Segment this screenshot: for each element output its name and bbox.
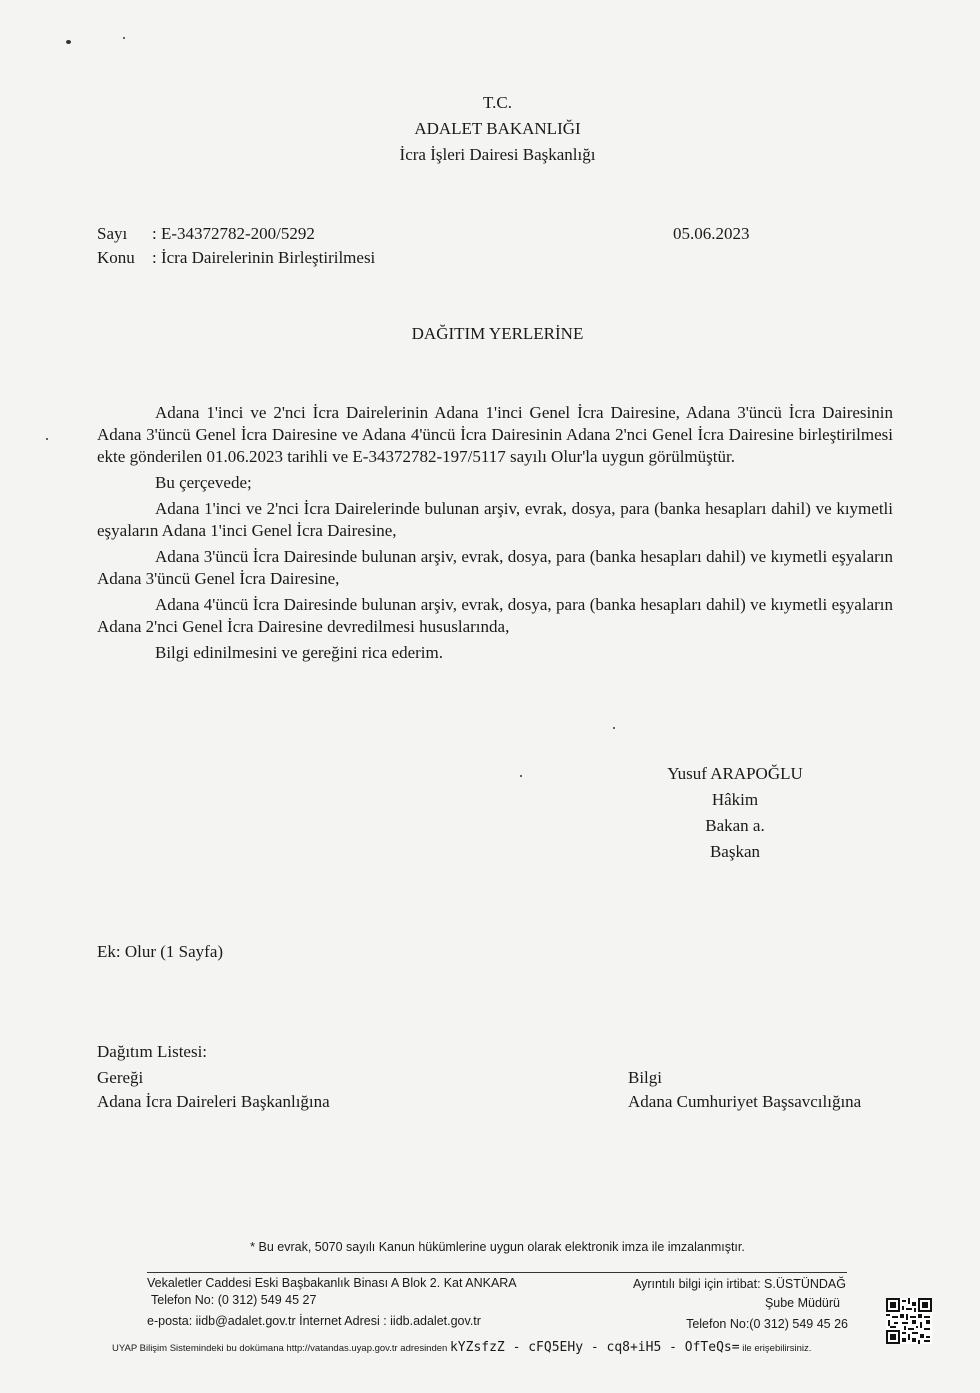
- header-tc: T.C.: [483, 93, 512, 112]
- header-department: İcra İşleri Dairesi Başkanlığı: [399, 145, 596, 164]
- signer-name: Yusuf ARAPOĞLU: [667, 764, 803, 783]
- body-paragraph-2: Bu çerçevede;: [155, 473, 252, 492]
- distribution-gereği-label: Gereği: [97, 1068, 144, 1087]
- signer-title-3: Başkan: [709, 842, 761, 861]
- scan-speck: [123, 37, 125, 39]
- uyap-code: kYZsfzZ - cFQ5EHy - cq8+iH5 - OfTeQs=: [449, 1340, 740, 1355]
- distribution-gereği-value: Adana İcra Daireleri Başkanlığına: [97, 1092, 330, 1111]
- uyap-line: [112, 1340, 811, 1355]
- body-paragraph-3: Adana 1'inci ve 2'nci İcra Dairelerinde bulunan arşiv, evrak, dosya, para (banka hesapları dahil) ve kıymetli eşyaların Adana 1'inci Genel İcra Dairesine,: [97, 499, 893, 540]
- signer-title-1: Hâkim: [711, 790, 759, 809]
- document-date: 05.06.2023: [673, 224, 750, 243]
- scan-speck: [613, 727, 615, 729]
- footer-contact-title: Şube Müdürü: [764, 1296, 840, 1310]
- footer-divider: [147, 1272, 847, 1273]
- sayi-row: [97, 224, 315, 244]
- addressee: DAĞITIM YERLERİNE: [411, 324, 584, 343]
- body-paragraph-5: Adana 4'üncü İcra Dairesinde bulunan arşiv, evrak, dosya, para (banka hesapları dahil) ve kıymetli eşyaların Adana 2'nci Genel İcra Dairesine devredilmesi hususlarında,: [97, 595, 893, 636]
- scan-speck: [46, 438, 48, 440]
- qr-code-icon: [886, 1298, 932, 1344]
- body-paragraph-4: Adana 3'üncü İcra Dairesinde bulunan arşiv, evrak, dosya, para (banka hesapları dahil) ve kıymetli eşyaların Adana 3'üncü Genel İcra Dairesine,: [97, 547, 893, 588]
- distribution-bilgi-label: Bilgi: [628, 1068, 663, 1087]
- attachment-note: Ek: Olur (1 Sayfa): [97, 942, 224, 961]
- letter-body: [97, 402, 893, 664]
- scan-speck: [520, 775, 522, 777]
- scan-speck: [66, 40, 71, 44]
- esign-note: * Bu evrak, 5070 sayılı Kanun hükümlerine uygun olarak elektronik imza ile imzalanmıştır.: [250, 1240, 745, 1254]
- header-ministry: ADALET BAKANLIĞI: [414, 119, 581, 138]
- footer-contact: Ayrıntılı bilgi için irtibat: S.ÜSTÜNDAĞ: [632, 1277, 846, 1291]
- signer-title-2: Bakan a.: [705, 816, 765, 835]
- body-paragraph-1: Adana 1'inci ve 2'nci İcra Dairelerinin Adana 1'inci Genel İcra Dairesine, Adana 3'üncü İcra Dairesinin Adana 3'üncü Genel İcra Dairesine ve Adana 4'üncü İcra Dairesinin Adana 2'nci Genel İcra Dairesine birleştirilmesi ekte gönderilen 01.06.2023 tarihli ve E-34372782-197/5117 sayılı Olur'la uygun görülmüştür.: [97, 403, 893, 466]
- konu-row: [97, 248, 375, 268]
- footer-address: Vekaletler Caddesi Eski Başbakanlık Binası A Blok 2. Kat ANKARA: [147, 1276, 517, 1290]
- sayi-value: : E-34372782-200/5292: [152, 224, 315, 243]
- footer-email-web: e-posta: iidb@adalet.gov.tr İnternet Adresi : iidb.adalet.gov.tr: [147, 1314, 481, 1328]
- footer-phone: Telefon No: (0 312) 549 45 27: [151, 1293, 317, 1307]
- konu-label: Konu: [97, 248, 135, 267]
- uyap-suffix: ile erişebilirsiniz.: [742, 1343, 812, 1354]
- konu-value: : İcra Dairelerinin Birleştirilmesi: [152, 248, 376, 267]
- distribution-bilgi-value: Adana Cumhuriyet Başsavcılığına: [628, 1092, 862, 1111]
- distribution-title: Dağıtım Listesi:: [97, 1042, 208, 1061]
- sayi-label: Sayı: [97, 224, 128, 243]
- body-paragraph-6: Bilgi edinilmesini ve gereğini rica ederim.: [155, 643, 443, 662]
- uyap-prefix: UYAP Bilişim Sistemindeki bu dokümana http://vatandas.uyap.gov.tr adresinden: [112, 1343, 448, 1354]
- footer-contact-phone: Telefon No:(0 312) 549 45 26: [686, 1317, 848, 1331]
